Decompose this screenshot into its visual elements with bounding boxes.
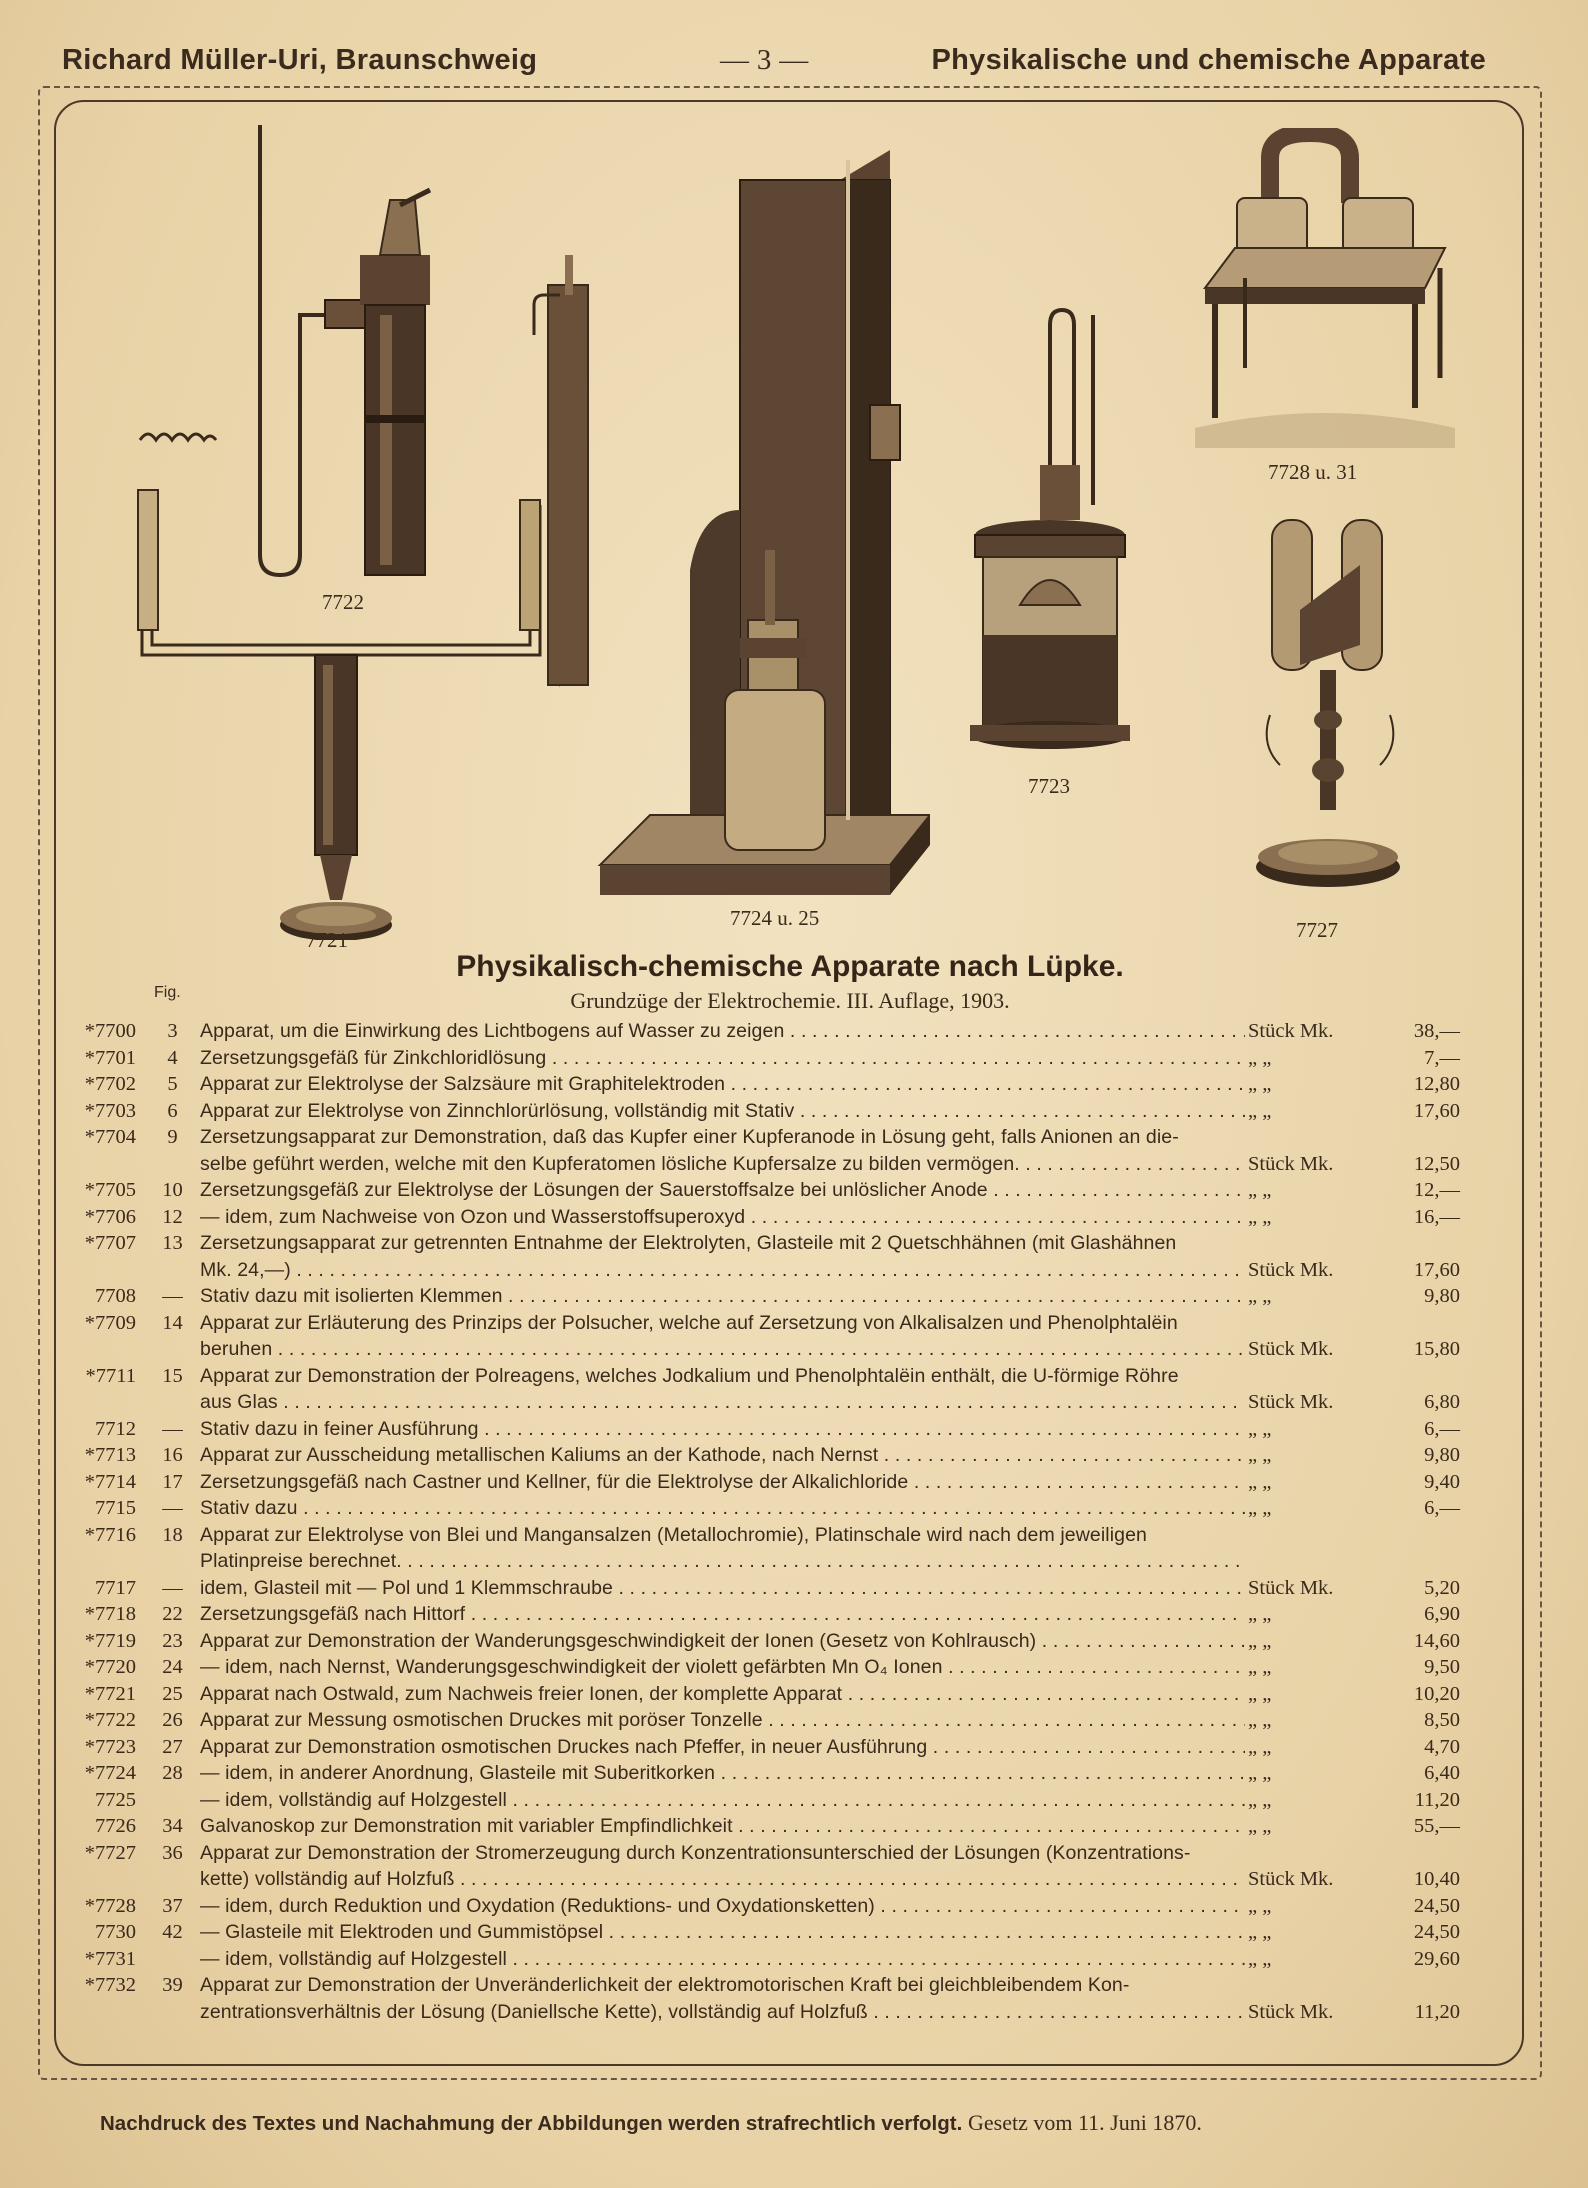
figure-7727-illustration	[1250, 515, 1440, 905]
list-item	[60, 1919, 1460, 1946]
item-description-line2: aus Glas . . .	[200, 1389, 1245, 1416]
item-description	[200, 1972, 1245, 2025]
item-description: Zersetzungsgefäß für Zinkchloridlösung . . .	[200, 1045, 1245, 1072]
item-number: *7723	[84, 1735, 136, 1758]
item-price: 9,80	[1424, 1444, 1460, 1466]
item-price: 6,80	[1424, 1391, 1460, 1413]
page-number: — 3 —	[720, 44, 809, 76]
item-price: 17,60	[1413, 1099, 1460, 1122]
item-fig: —	[162, 1417, 183, 1440]
item-fig: 27	[162, 1735, 183, 1758]
item-fig: 14	[162, 1311, 183, 1334]
item-description	[200, 1363, 1245, 1416]
item-number: *7716	[84, 1523, 136, 1546]
item-price: 6,—	[1424, 1417, 1460, 1440]
item-price: 16,—	[1413, 1205, 1460, 1228]
item-description-line1: Zersetzungsapparat zur getrennten Entnahme der Elektrolyten, Glasteile mit 2 Quetschhähnen (mit Glashähnen	[200, 1232, 1177, 1254]
header-company: Richard Müller-Uri, Braunschweig	[62, 44, 538, 76]
list-item	[60, 1283, 1460, 1310]
item-number: 7725	[95, 1788, 136, 1811]
item-unit: „ „	[1248, 1735, 1272, 1758]
item-unit: „ „	[1248, 1629, 1272, 1652]
item-unit: „ „	[1248, 1788, 1272, 1811]
item-unit: „ „	[1248, 1470, 1272, 1493]
item-number: *7727	[84, 1841, 136, 1864]
list-item	[60, 1124, 1460, 1177]
item-number: *7719	[84, 1629, 136, 1652]
item-unit: „ „	[1248, 1205, 1272, 1228]
item-fig: 39	[162, 1974, 183, 1996]
item-fig: 25	[162, 1682, 183, 1705]
item-description-line1: Apparat zur Elektrolyse von Blei und Mangansalzen (Metallochromie), Platinschale wird nach dem jeweiligen	[200, 1523, 1147, 1546]
item-description	[200, 1230, 1245, 1283]
item-price: 12,50	[1413, 1152, 1460, 1175]
list-item	[60, 1469, 1460, 1496]
item-description: — idem, zum Nachweise von Ozon und Wasserstoffsuperoxyd . . .	[200, 1204, 1245, 1231]
list-item	[60, 1972, 1460, 2025]
item-unit: „ „	[1248, 1285, 1272, 1307]
item-unit: „ „	[1248, 1444, 1272, 1466]
item-unit: Stück Mk.	[1248, 1391, 1334, 1413]
item-number: *7711	[85, 1364, 136, 1387]
list-item	[60, 1813, 1460, 1840]
item-number: *7702	[84, 1073, 136, 1095]
list-item	[60, 1681, 1460, 1708]
item-description	[200, 1310, 1245, 1363]
list-item	[60, 1628, 1460, 1655]
item-price: 12,80	[1413, 1073, 1460, 1095]
figure-label-7723: 7723	[1028, 774, 1070, 798]
item-description: Stativ dazu . . .	[200, 1495, 1245, 1522]
item-number: *7720	[84, 1656, 136, 1678]
item-number: *7731	[84, 1947, 136, 1970]
item-unit: Stück Mk.	[1248, 1152, 1334, 1175]
price-list	[60, 1018, 1460, 2025]
item-description-line1: Apparat zur Erläuterung des Prinzips der Polsucher, welche auf Zersetzung von Alkalisalzen und Phenolphtalëin	[200, 1311, 1178, 1334]
list-item	[60, 1416, 1460, 1443]
manometer-illustration	[520, 245, 600, 695]
item-description: Galvanoskop zur Demonstration mit variabler Empfindlichkeit . . .	[200, 1813, 1245, 1840]
item-number: *7706	[84, 1205, 136, 1228]
item-unit: „ „	[1248, 1682, 1272, 1705]
item-number: *7700	[84, 1020, 136, 1042]
item-price: 10,20	[1413, 1682, 1460, 1705]
item-unit: Stück Mk.	[1248, 1868, 1334, 1890]
item-fig: 34	[162, 1815, 183, 1837]
item-fig: 36	[162, 1841, 183, 1864]
section-subtitle: Grundzüge der Elektrochemie. III. Auflage, 1903.	[570, 988, 1010, 1013]
item-description: Stativ dazu mit isolierten Klemmen . . .	[200, 1283, 1245, 1310]
item-description: Zersetzungsgefäß nach Hittorf . . .	[200, 1601, 1245, 1628]
fig-column-header: Fig.	[154, 984, 181, 1001]
item-number: *7718	[84, 1603, 136, 1625]
list-item	[60, 1840, 1460, 1893]
item-unit: Stück Mk.	[1248, 1020, 1334, 1042]
item-price: 11,20	[1414, 1788, 1460, 1811]
item-fig: 22	[162, 1603, 183, 1625]
item-description: — Glasteile mit Elektroden und Gummistöpsel . . .	[200, 1919, 1245, 1946]
item-description: — idem, vollständig auf Holzgestell . . .	[200, 1946, 1245, 1973]
item-description-line2: zentrationsverhältnis der Lösung (Daniellsche Kette), vollständig auf Holzfuß . . .	[200, 1999, 1245, 2026]
figure-label-7721: 7721	[306, 928, 348, 952]
item-number: *7714	[84, 1470, 136, 1493]
item-description: — idem, in anderer Anordnung, Glasteile mit Suberitkorken . . .	[200, 1760, 1245, 1787]
item-unit: „ „	[1248, 1497, 1272, 1519]
item-fig: 16	[162, 1444, 183, 1466]
item-price: 8,50	[1424, 1709, 1460, 1731]
item-fig: 15	[162, 1364, 183, 1387]
item-number: *7728	[84, 1894, 136, 1917]
item-number: *7721	[84, 1682, 136, 1705]
item-description-line2: selbe geführt werden, welche mit den Kupferatomen lösliche Kupfersalze zu bilden vermögen. . . .	[200, 1151, 1245, 1178]
item-unit: „ „	[1248, 1894, 1272, 1917]
list-item	[60, 1204, 1460, 1231]
item-unit: Stück Mk.	[1248, 1576, 1334, 1599]
item-number: 7708	[95, 1285, 136, 1307]
item-description: Apparat zur Demonstration osmotischen Druckes nach Pfeffer, in neuer Ausführung . . .	[200, 1734, 1245, 1761]
item-number: *7732	[84, 1974, 136, 1996]
list-item	[60, 1734, 1460, 1761]
item-description-line1: Apparat zur Demonstration der Unveränderlichkeit der elektromotorischen Kraft bei gleichbleibendem Kon-	[200, 1974, 1130, 1996]
item-fig: —	[162, 1285, 183, 1307]
item-fig: 6	[167, 1099, 178, 1122]
item-unit: Stück Mk.	[1248, 1258, 1334, 1281]
item-unit: „ „	[1248, 1762, 1272, 1784]
item-number: 7726	[95, 1815, 136, 1837]
item-price: 14,60	[1413, 1629, 1460, 1652]
item-price: 6,90	[1424, 1603, 1460, 1625]
list-item	[60, 1018, 1460, 1045]
item-description-line1: Apparat zur Demonstration der Polreagens, welches Jodkalium und Phenolphtalëin enthält, die U-förmige Röhre	[200, 1364, 1179, 1387]
item-fig: 18	[162, 1523, 183, 1546]
item-unit: „ „	[1248, 1603, 1272, 1625]
list-item	[60, 1098, 1460, 1125]
item-unit: „ „	[1248, 1947, 1272, 1970]
item-number: *7724	[84, 1762, 136, 1784]
item-unit: „ „	[1248, 1099, 1272, 1122]
figure-label-7724: 7724 u. 25	[730, 906, 820, 930]
item-number: *7713	[84, 1444, 136, 1466]
list-item	[60, 1946, 1460, 1973]
item-price: 7,—	[1424, 1046, 1460, 1069]
figure-7724-illustration	[590, 150, 930, 910]
item-description-line2: Platinpreise berechnet. . . .	[200, 1548, 1245, 1575]
item-description	[200, 1124, 1245, 1177]
list-item	[60, 1522, 1460, 1575]
item-number: *7701	[84, 1046, 136, 1069]
item-fig: 3	[167, 1020, 178, 1042]
figure-7728-illustration	[1195, 128, 1455, 458]
item-fig: 23	[162, 1629, 183, 1652]
item-fig: 37	[162, 1894, 183, 1917]
item-price: 15,80	[1413, 1338, 1460, 1360]
item-fig: 26	[162, 1709, 183, 1731]
item-description: Stativ dazu in feiner Ausführung . . .	[200, 1416, 1245, 1443]
item-price: 29,60	[1413, 1947, 1460, 1970]
list-item	[60, 1575, 1460, 1602]
item-fig: 42	[162, 1921, 183, 1943]
figure-label-7722: 7722	[322, 590, 364, 614]
item-description	[200, 1840, 1245, 1893]
item-description: — idem, nach Nernst, Wanderungsgeschwindigkeit der violett gefärbten Mn O₄ Ionen . . .	[200, 1654, 1245, 1681]
item-fig: 5	[167, 1073, 178, 1095]
item-unit: „ „	[1248, 1179, 1272, 1201]
header-category: Physikalische und chemische Apparate	[931, 44, 1486, 76]
item-unit: „ „	[1248, 1656, 1272, 1678]
item-description: Apparat nach Ostwald, zum Nachweis freier Ionen, der komplette Apparat . . .	[200, 1681, 1245, 1708]
item-price: 38,—	[1413, 1020, 1460, 1042]
list-item	[60, 1071, 1460, 1098]
item-fig: 4	[167, 1046, 178, 1069]
list-item	[60, 1177, 1460, 1204]
item-description: — idem, vollständig auf Holzgestell . . .	[200, 1787, 1245, 1814]
footer-reprint-notice: Nachdruck des Textes und Nachahmung der Abbildungen werden strafrechtlich verfolgt.	[100, 2112, 963, 2135]
item-description: — idem, durch Reduktion und Oxydation (Reduktions- und Oxydationsketten) . . .	[200, 1893, 1245, 1920]
item-description-line2: kette) vollständig auf Holzfuß . . .	[200, 1866, 1245, 1893]
item-number: 7715	[95, 1497, 136, 1519]
item-price: 24,50	[1413, 1921, 1460, 1943]
item-fig: 17	[162, 1470, 183, 1493]
item-description: Apparat zur Demonstration der Wanderungsgeschwindigkeit der Ionen (Gesetz von Kohlrausch) . . .	[200, 1628, 1245, 1655]
item-price: 9,80	[1424, 1285, 1460, 1307]
item-unit: „ „	[1248, 1417, 1272, 1440]
item-unit: „ „	[1248, 1921, 1272, 1943]
item-number: *7709	[84, 1311, 136, 1334]
item-number: *7703	[84, 1099, 136, 1122]
item-price: 9,50	[1424, 1656, 1460, 1678]
item-number: *7707	[84, 1232, 136, 1254]
item-number: 7730	[95, 1921, 136, 1943]
item-number: *7722	[84, 1709, 136, 1731]
figure-label-7728: 7728 u. 31	[1268, 460, 1358, 484]
item-price: 10,40	[1413, 1868, 1460, 1890]
item-unit: „ „	[1248, 1046, 1272, 1069]
list-item	[60, 1893, 1460, 1920]
item-fig: 12	[162, 1205, 183, 1228]
item-description: idem, Glasteil mit — Pol und 1 Klemmschraube . . .	[200, 1575, 1245, 1602]
item-description: Apparat zur Ausscheidung metallischen Kaliums an der Kathode, nach Nernst . . .	[200, 1442, 1245, 1469]
figure-7722-illustration	[240, 115, 480, 585]
item-fig: —	[162, 1497, 183, 1519]
list-item	[60, 1654, 1460, 1681]
item-price: 6,40	[1424, 1762, 1460, 1784]
item-fig: 9	[167, 1126, 178, 1148]
figure-label-7727: 7727	[1296, 918, 1338, 942]
item-unit: „ „	[1248, 1709, 1272, 1731]
item-unit: Stück Mk.	[1248, 2000, 1334, 2023]
item-price: 6,—	[1424, 1497, 1460, 1519]
item-fig: 10	[162, 1179, 183, 1201]
item-price: 4,70	[1424, 1735, 1460, 1758]
section-title: Physikalisch-chemische Apparate nach Lüpke.	[456, 950, 1124, 983]
item-price: 11,20	[1414, 2000, 1460, 2023]
list-item	[60, 1707, 1460, 1734]
list-item	[60, 1230, 1460, 1283]
footer-notice	[100, 2110, 1202, 2136]
item-fig: 24	[162, 1656, 183, 1678]
list-item	[60, 1442, 1460, 1469]
item-description-line2: Mk. 24,—) . . .	[200, 1257, 1245, 1284]
item-description: Zersetzungsgefäß nach Castner und Kellner, für die Elektrolyse der Alkalichloride . . .	[200, 1469, 1245, 1496]
item-price: 9,40	[1424, 1470, 1460, 1493]
item-number: *7705	[84, 1179, 136, 1201]
item-unit: „ „	[1248, 1073, 1272, 1095]
item-description: Apparat, um die Einwirkung des Lichtbogens auf Wasser zu zeigen . . .	[200, 1018, 1245, 1045]
item-description: Apparat zur Elektrolyse der Salzsäure mit Graphitelektroden . . .	[200, 1071, 1245, 1098]
item-price: 5,20	[1424, 1576, 1460, 1599]
item-price: 24,50	[1413, 1894, 1460, 1917]
item-description: Apparat zur Messung osmotischen Druckes mit poröser Tonzelle . . .	[200, 1707, 1245, 1734]
list-item	[60, 1787, 1460, 1814]
item-number: 7712	[95, 1417, 136, 1440]
item-price: 12,—	[1413, 1179, 1460, 1201]
list-item	[60, 1495, 1460, 1522]
item-description: Apparat zur Elektrolyse von Zinnchlorürlösung, vollständig mit Stativ . . .	[200, 1098, 1245, 1125]
item-description: Zersetzungsgefäß zur Elektrolyse der Lösungen der Sauerstoffsalze bei unlöslicher Anode . . .	[200, 1177, 1245, 1204]
list-item	[60, 1601, 1460, 1628]
list-item	[60, 1760, 1460, 1787]
item-unit: Stück Mk.	[1248, 1338, 1334, 1360]
item-description	[200, 1522, 1245, 1575]
item-fig: 13	[162, 1232, 183, 1254]
list-item	[60, 1045, 1460, 1072]
list-item	[60, 1363, 1460, 1416]
item-price: 55,—	[1413, 1815, 1460, 1837]
item-fig: —	[162, 1576, 183, 1599]
item-description-line2: beruhen . . .	[200, 1336, 1245, 1363]
figure-7723-illustration	[965, 305, 1135, 775]
item-description-line1: Apparat zur Demonstration der Stromerzeugung durch Konzentrationsunterschied der Lösungen (Konzentrations-	[200, 1841, 1191, 1864]
item-description-line1: Zersetzungsapparat zur Demonstration, daß das Kupfer einer Kupferanode in Lösung geht, falls Anionen an die-	[200, 1126, 1179, 1148]
item-price: 17,60	[1413, 1258, 1460, 1281]
footer-law: Gesetz vom 11. Juni 1870.	[968, 2110, 1202, 2135]
item-fig: 28	[162, 1762, 183, 1784]
item-number: *7704	[84, 1126, 136, 1148]
item-number: 7717	[95, 1576, 136, 1599]
list-item	[60, 1310, 1460, 1363]
item-unit: „ „	[1248, 1815, 1272, 1837]
